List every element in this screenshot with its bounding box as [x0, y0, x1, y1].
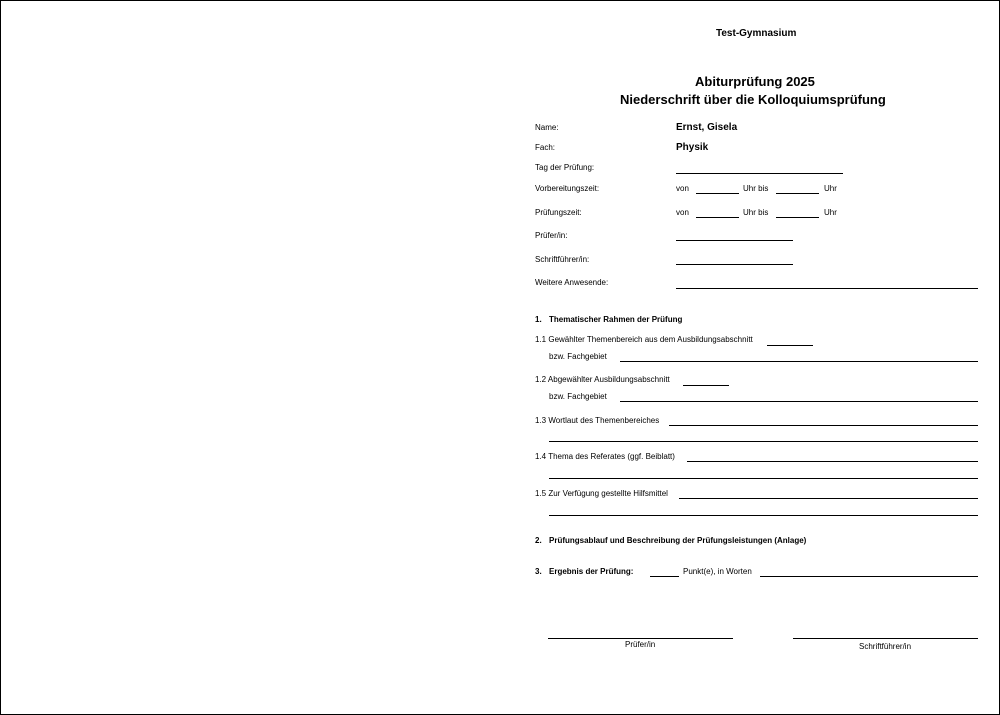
exam-until: Uhr bis — [743, 208, 769, 217]
examiner-label: Prüfer/in: — [535, 231, 568, 240]
date-label: Tag der Prüfung: — [535, 163, 595, 172]
date-line[interactable] — [676, 173, 843, 174]
document-subtitle: Niederschrift über die Kolloquiumsprüfung — [620, 92, 886, 107]
item-1-2-field-line[interactable] — [620, 401, 978, 402]
item-1-2-bzw: bzw. Fachgebiet — [549, 392, 607, 401]
exam-from: von — [676, 208, 689, 217]
section2-heading: Prüfungsablauf und Beschreibung der Prüfungsleistungen (Anlage) — [549, 536, 807, 545]
points-line[interactable] — [650, 576, 679, 577]
exam-clock: Uhr — [824, 208, 837, 217]
prep-start-line[interactable] — [696, 193, 739, 194]
item-1-5-line-2[interactable] — [549, 515, 978, 516]
item-1-3-line-1[interactable] — [669, 425, 978, 426]
examiner-signature-line[interactable] — [548, 638, 733, 639]
points-label: Punkt(e), in Worten — [683, 567, 752, 576]
exam-start-line[interactable] — [696, 217, 739, 218]
secretary-signature-line[interactable] — [793, 638, 978, 639]
item-1-1-bzw: bzw. Fachgebiet — [549, 352, 607, 361]
section3-heading: Ergebnis der Prüfung: — [549, 567, 634, 576]
item-1-1-line[interactable] — [767, 345, 813, 346]
item-1-5-label: 1.5 Zur Verfügung gestellte Hilfsmittel — [535, 489, 668, 498]
prep-label: Vorbereitungszeit: — [535, 184, 600, 193]
name-label: Name: — [535, 123, 559, 132]
document-title: Abiturprüfung 2025 — [695, 74, 815, 89]
subject-label: Fach: — [535, 143, 556, 152]
item-1-1-field-line[interactable] — [620, 361, 978, 362]
item-1-4-label: 1.4 Thema des Referates (ggf. Beiblatt) — [535, 452, 675, 461]
section1-number: 1. — [535, 315, 542, 324]
section3-number: 3. — [535, 567, 542, 576]
examiner-signature-label: Prüfer/in — [625, 640, 656, 649]
item-1-1-label: 1.1 Gewählter Themenbereich aus dem Ausbildungsabschnitt — [535, 335, 753, 344]
secretary-label: Schriftführer/in: — [535, 255, 590, 264]
secretary-signature-label: Schriftführer/in — [859, 642, 912, 651]
prep-end-line[interactable] — [776, 193, 819, 194]
item-1-4-line-2[interactable] — [549, 478, 978, 479]
item-1-5-line-1[interactable] — [679, 498, 978, 499]
school-name: Test-Gymnasium — [716, 28, 797, 39]
item-1-4-line-1[interactable] — [687, 461, 978, 462]
prep-from: von — [676, 184, 689, 193]
secretary-line[interactable] — [676, 264, 793, 265]
prep-until: Uhr bis — [743, 184, 769, 193]
section2-number: 2. — [535, 536, 542, 545]
name-value: Ernst, Gisela — [676, 122, 738, 133]
item-1-3-line-2[interactable] — [549, 441, 978, 442]
examiner-line[interactable] — [676, 240, 793, 241]
others-line[interactable] — [676, 288, 978, 289]
item-1-3-label: 1.3 Wortlaut des Themenbereiches — [535, 416, 660, 425]
section1-heading: Thematischer Rahmen der Prüfung — [549, 315, 683, 324]
points-words-line[interactable] — [760, 576, 978, 577]
exam-end-line[interactable] — [776, 217, 819, 218]
exam-time-label: Prüfungszeit: — [535, 208, 582, 217]
item-1-2-line[interactable] — [683, 385, 729, 386]
others-label: Weitere Anwesende: — [535, 278, 609, 287]
prep-clock: Uhr — [824, 184, 837, 193]
subject-value: Physik — [676, 142, 709, 153]
item-1-2-label: 1.2 Abgewählter Ausbildungsabschnitt — [535, 375, 670, 384]
